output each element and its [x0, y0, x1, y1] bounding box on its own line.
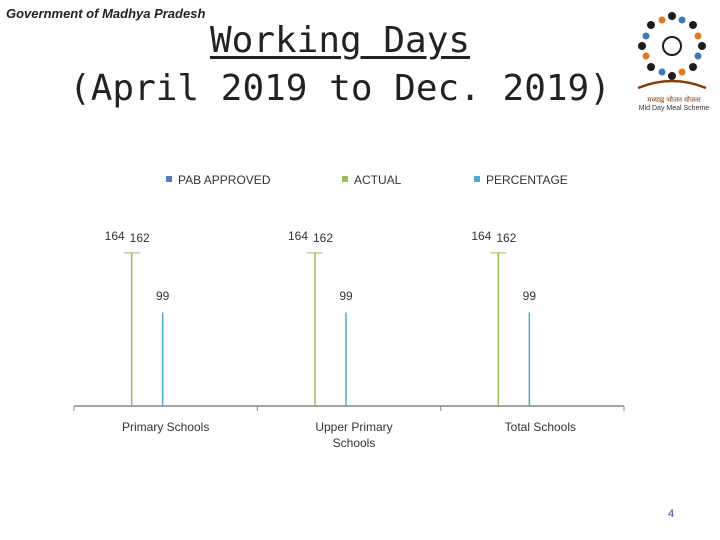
- legend-label: PAB APPROVED: [178, 173, 271, 187]
- category-label: Total Schools: [504, 420, 577, 434]
- organization-label: Government of Madhya Pradesh: [6, 6, 206, 21]
- data-label: 162: [496, 231, 517, 245]
- data-label: 164: [471, 229, 492, 243]
- legend-swatch: [342, 176, 348, 182]
- data-label: 164: [287, 229, 309, 243]
- data-label: 99: [155, 289, 170, 303]
- legend-swatch: [166, 176, 172, 182]
- logo-caption-english: Mid Day Meal Scheme: [638, 105, 710, 112]
- data-label: 99: [339, 289, 353, 303]
- page-number: 4: [668, 508, 675, 520]
- data-label: 99: [522, 289, 537, 303]
- data-label: 162: [312, 231, 334, 245]
- data-label: 162: [129, 231, 150, 245]
- slide-title-line1: Working Days: [209, 20, 471, 61]
- category-label: Schools: [332, 436, 376, 450]
- mid-day-meal-logo-icon: [630, 4, 714, 108]
- working-days-chart: [0, 160, 720, 460]
- logo-caption: [634, 96, 714, 112]
- legend-label: PERCENTAGE: [486, 173, 568, 187]
- logo-figures: [638, 12, 706, 80]
- logo-caption-hindi: मध्याह्न भोजन योजना: [647, 97, 701, 104]
- data-label: 164: [104, 229, 125, 243]
- slide-title-line2: (April 2019 to Dec. 2019): [69, 68, 611, 109]
- category-label: Primary Schools: [121, 420, 210, 434]
- category-label: Upper Primary: [315, 420, 393, 434]
- legend-swatch: [474, 176, 480, 182]
- legend-label: ACTUAL: [354, 173, 402, 187]
